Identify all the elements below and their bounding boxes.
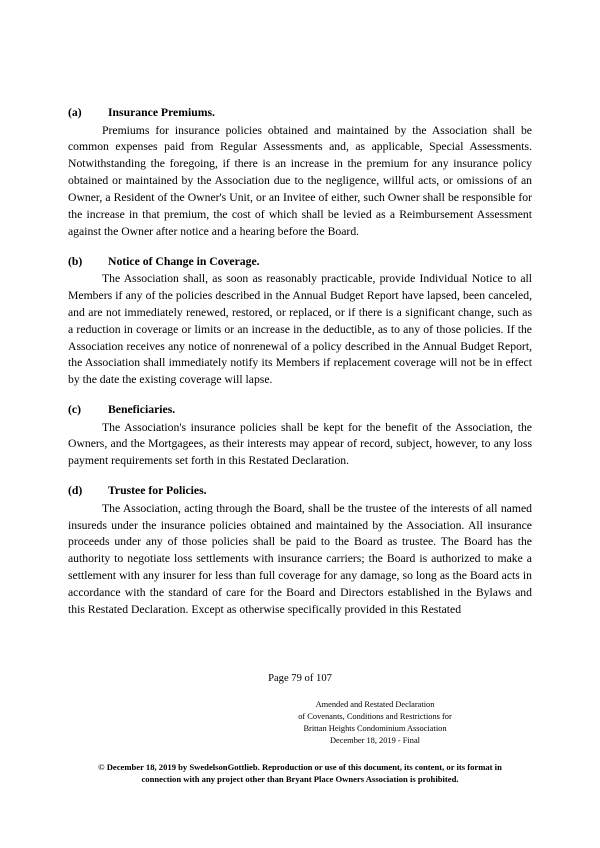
copyright-line-1: © December 18, 2019 by SwedelsonGottlieb. Reproduction or use of this document, its content, or its format in (98, 761, 502, 772)
section-c-heading (68, 402, 532, 419)
section-c-title: Beneficiaries. (108, 403, 176, 417)
section-d-label: (d) (68, 484, 83, 498)
page-number: Page 79 of 107 (268, 673, 332, 684)
section-d (68, 483, 532, 619)
section-d-heading (68, 483, 532, 500)
copyright-line-2: connection with any project other than Bryant Place Owners Association is prohibited. (141, 773, 459, 784)
section-d-body: The Association, acting through the Board, shall be the trustee of the interests of all named insureds under the insurance policies obtained and maintained by the Association. All insurance proceeds under any of those policies shall be paid to the Board as trustee. The Board has the authority to negotiate loss settlements with insurance carriers; the Board is authorized to make a settlement with any insurer for less than full coverage for any damage, so long as the Board acts in accordance with the standard of care for the Board and Directors established in the Bylaws and this Restated Declaration. Except as otherwise specifically provided in this Restated (68, 501, 532, 616)
section-b-title: Notice of Change in Coverage. (108, 254, 260, 268)
footer-line-4: December 18, 2019 - Final (329, 736, 420, 746)
section-b-heading (68, 254, 532, 271)
section-a-title: Insurance Premiums. (108, 106, 215, 119)
section-a-body: Premiums for insurance policies obtained and maintained by the Association shall be common expenses paid from Regular Assessments and, as applicable, Special Assessments. Notwithstanding the foregoing, if there is an increase in the premium for any insurance policy obtained or maintained by the Association due to the negligence, willful acts, or omissions of an Owner, a Resident of the Owner's Unit, or an Invitee of either, such Owner shall be responsible for the increase in that premium, the cost of which shall be levied as a Reimbursement Assessment against the Owner after notice and a hearing before the Board. (68, 123, 532, 238)
copyright-notice (0, 761, 600, 785)
page-footer (0, 672, 600, 785)
section-d-title: Trustee for Policies. (108, 484, 207, 498)
section-c-body: The Association's insurance policies shall be kept for the benefit of the Association, the Owners, and the Mortgagees, as their interests may appear of record, subject, however, to any loss payment requirements set forth in this Restated Declaration. (68, 420, 532, 468)
section-c (68, 402, 532, 470)
section-b (68, 254, 532, 390)
document-identification (0, 699, 600, 748)
section-c-label: (c) (68, 403, 81, 417)
footer-line-3: Brittan Heights Condominium Association (303, 724, 447, 734)
section-b-label: (b) (68, 254, 83, 268)
footer-line-2: of Covenants, Conditions and Restrictions for (298, 712, 452, 722)
section-a (68, 105, 532, 241)
section-a-heading (68, 105, 532, 122)
section-a-label: (a) (68, 106, 82, 119)
footer-line-1: Amended and Restated Declaration (315, 699, 435, 709)
section-b-body: The Association shall, as soon as reasonably practicable, provide Individual Notice to all Members if any of the policies described in the Annual Budget Report have lapsed, been canceled, and are not immediately renewed, restored, or replaced, or if there is a significant change, such as a reduction in coverage or limits or an increase in the deductible, as to any of those policies. If the Association receives any notice of nonrenewal of a policy described in the Annual Budget Report, the Association shall immediately notify its Members if replacement coverage will not be in effect by the date the existing coverage will lapse. (68, 272, 532, 387)
